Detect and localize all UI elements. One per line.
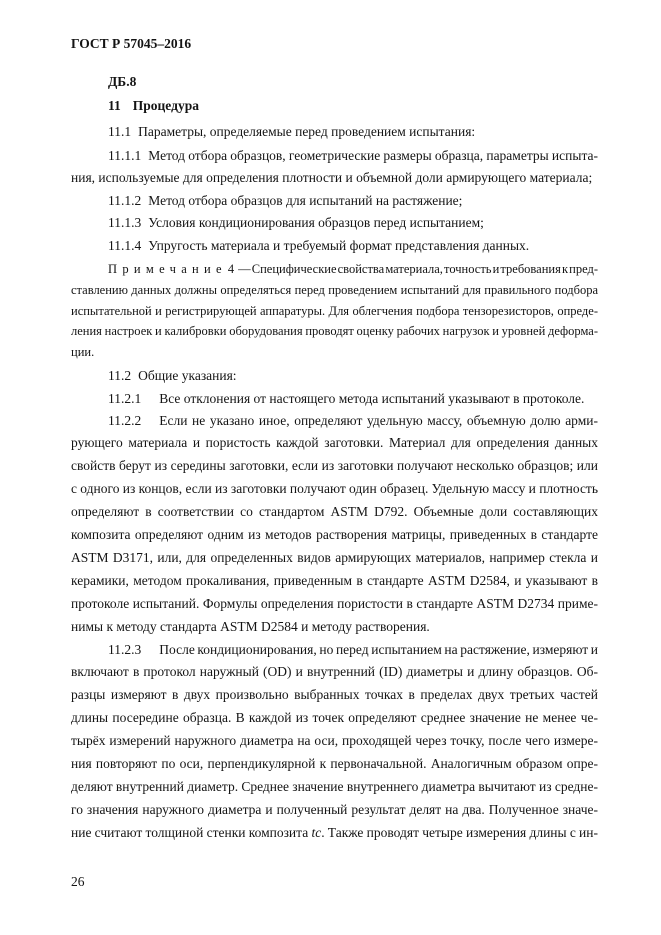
text-line — [71, 595, 598, 613]
annex-clause-label — [108, 73, 598, 91]
clause-number: 11.2 — [108, 368, 132, 383]
line-text — [108, 641, 598, 659]
line-text: ния повторяют по оси, перпендикулярной к первоначальной. Аналогичным образом опре- — [71, 756, 598, 771]
line-text — [108, 192, 462, 210]
text-line — [71, 480, 598, 498]
text-line — [108, 260, 598, 278]
section-heading-text — [108, 97, 199, 115]
line-text — [108, 260, 598, 278]
text-line — [71, 618, 598, 636]
clause-number: 11.1.2 — [108, 193, 142, 208]
clause-text: Условия кондиционирования образцов перед испытанием; — [148, 215, 484, 230]
text-line — [71, 824, 598, 842]
line-text: го значения наружного диаметра и полученный результат делят на два. Полученное значе- — [71, 802, 598, 817]
section-number: 11 — [108, 98, 121, 113]
note-number: 4 — [227, 262, 235, 276]
page-number — [71, 873, 598, 891]
clause-number: 11.2.2 — [108, 413, 142, 428]
section-heading — [108, 97, 598, 115]
line-text: ASTM D3171, или, для определенных видов армирующих материалов, например стекла и — [71, 550, 598, 565]
clause-text: Все отклонения от настоящего метода испытаний указывают в протоколе. — [159, 391, 585, 406]
line-text — [108, 367, 237, 385]
line-text: испытательной и регистрирующей аппаратуры. Для облегчения подбора тензорезисторов, опреде- — [71, 304, 598, 318]
line-text: разцы измеряют в двух произвольно выбранных точках в пределах двух третьих частей — [71, 687, 598, 702]
line-text — [108, 412, 598, 430]
text-line — [71, 663, 598, 681]
line-text: включают в протокол наружный (OD) и внутренний (ID) диаметры и длину образцов. Об- — [71, 664, 598, 679]
text-line — [71, 503, 598, 521]
clause-11-1-4 — [108, 237, 598, 255]
text-line — [71, 572, 598, 590]
line-text — [108, 214, 484, 232]
line-text: протоколе испытаний. Формулы определения пористости в стандарте ASTM D2734 приме- — [71, 596, 598, 611]
text-line — [71, 709, 598, 727]
clause-text: Если не указано иное, определяют удельную массу, объемную долю арми- — [159, 413, 598, 428]
clause-number: 11.1.3 — [108, 215, 142, 230]
clause-text: Упругость материала и требуемый формат представления данных. — [148, 238, 530, 253]
wall-thickness-symbol: tc — [311, 825, 322, 840]
line-text: определяют в соответствии со стандартом ASTM D792. Объемные доли составляющих — [71, 504, 598, 519]
annex-clause-text: ДБ.8 — [108, 74, 137, 89]
line-text — [108, 390, 584, 408]
text-line — [71, 302, 598, 320]
note-label: Примечание — [108, 262, 227, 276]
clause-11-2-1 — [108, 390, 598, 408]
page-number-text: 26 — [71, 874, 85, 889]
clause-text: Метод отбора образцов для испытаний на растяжение; — [148, 193, 463, 208]
line-text: свойств берут из середины заготовки, если из заготовки получают несколько образцов; или — [71, 458, 598, 473]
text-line — [71, 434, 598, 452]
note-text: — Специфические свойства материала, точность и требования к пред- — [238, 262, 598, 276]
clause-11-1-2 — [108, 192, 598, 210]
clause-text: Параметры, определяемые перед проведением испытания: — [138, 124, 476, 139]
text-line — [71, 526, 598, 544]
clause-text: Общие указания: — [138, 368, 237, 383]
line-text: керамики, методом прокаливания, приведенным в стандарте ASTM D2584, и указывают в — [71, 573, 598, 588]
clause-11-1 — [108, 123, 598, 141]
line-text: с одного из концов, если из заготовки получают один образец. Удельную массу и плотность — [71, 481, 598, 496]
clause-text: После кондиционирования, но перед испытанием на растяжение, измеряют и — [159, 642, 598, 657]
text-line — [108, 641, 598, 659]
text-line — [71, 169, 598, 187]
text-line — [71, 732, 598, 750]
text-line — [71, 801, 598, 819]
clause-number: 11.1.4 — [108, 238, 142, 253]
clause-11-2 — [108, 367, 598, 385]
running-header — [71, 35, 598, 53]
text-line — [71, 686, 598, 704]
line-text — [71, 824, 598, 842]
clause-text: Метод отбора образцов, геометрические размеры образца, параметры испыта- — [148, 148, 598, 163]
text-line — [71, 281, 598, 299]
text-line — [71, 457, 598, 475]
clause-number: 11.2.1 — [108, 391, 142, 406]
section-title: Процедура — [132, 98, 199, 113]
text-line — [108, 412, 598, 430]
line-text — [108, 237, 529, 255]
line-text — [108, 147, 598, 165]
line-text: тырёх измерений наружного диаметра на оси, проходящей через точку, после чего измере- — [71, 733, 598, 748]
text-line — [71, 343, 598, 361]
line-segment: . Также проводят четыре измерения длины с ин- — [321, 825, 599, 840]
line-text: композита определяют одним из методов растворения матрицы, приведенных в стандарте — [71, 527, 598, 542]
clause-11-1-3 — [108, 214, 598, 232]
line-text: нимы к методу стандарта ASTM D2584 и методу растворения. — [71, 619, 430, 634]
text-line — [71, 778, 598, 796]
text-line — [71, 755, 598, 773]
line-text: ния, используемые для определения плотности и объемной доли армирующего материала; — [71, 170, 593, 185]
line-text — [108, 123, 475, 141]
line-text: рующего материала и пористость каждой заготовки. Материал для определения данных — [71, 435, 598, 450]
line-text: ления настроек и калибровки оборудования проводят оценку рабочих нагрузок и уровней деформа- — [71, 324, 598, 338]
clause-number: 11.2.3 — [108, 642, 142, 657]
line-text: ставлению данных должны определяться перед проведением испытаний для правильного подбора — [71, 283, 598, 297]
line-text: ции. — [71, 345, 95, 359]
line-text: длины посередине образца. В каждой из точек определяют среднее значение не менее че- — [71, 710, 598, 725]
line-segment: ние считают толщиной стенки композита — [71, 825, 312, 840]
text-line — [71, 322, 598, 340]
clause-number: 11.1 — [108, 124, 132, 139]
line-text: деляют внутренний диаметр. Среднее значение внутреннего диаметра вычитают из средне- — [71, 779, 598, 794]
header-doc-code: ГОСТ Р 57045–2016 — [71, 36, 192, 51]
text-line — [71, 549, 598, 567]
clause-number: 11.1.1 — [108, 148, 142, 163]
text-line — [108, 147, 598, 165]
